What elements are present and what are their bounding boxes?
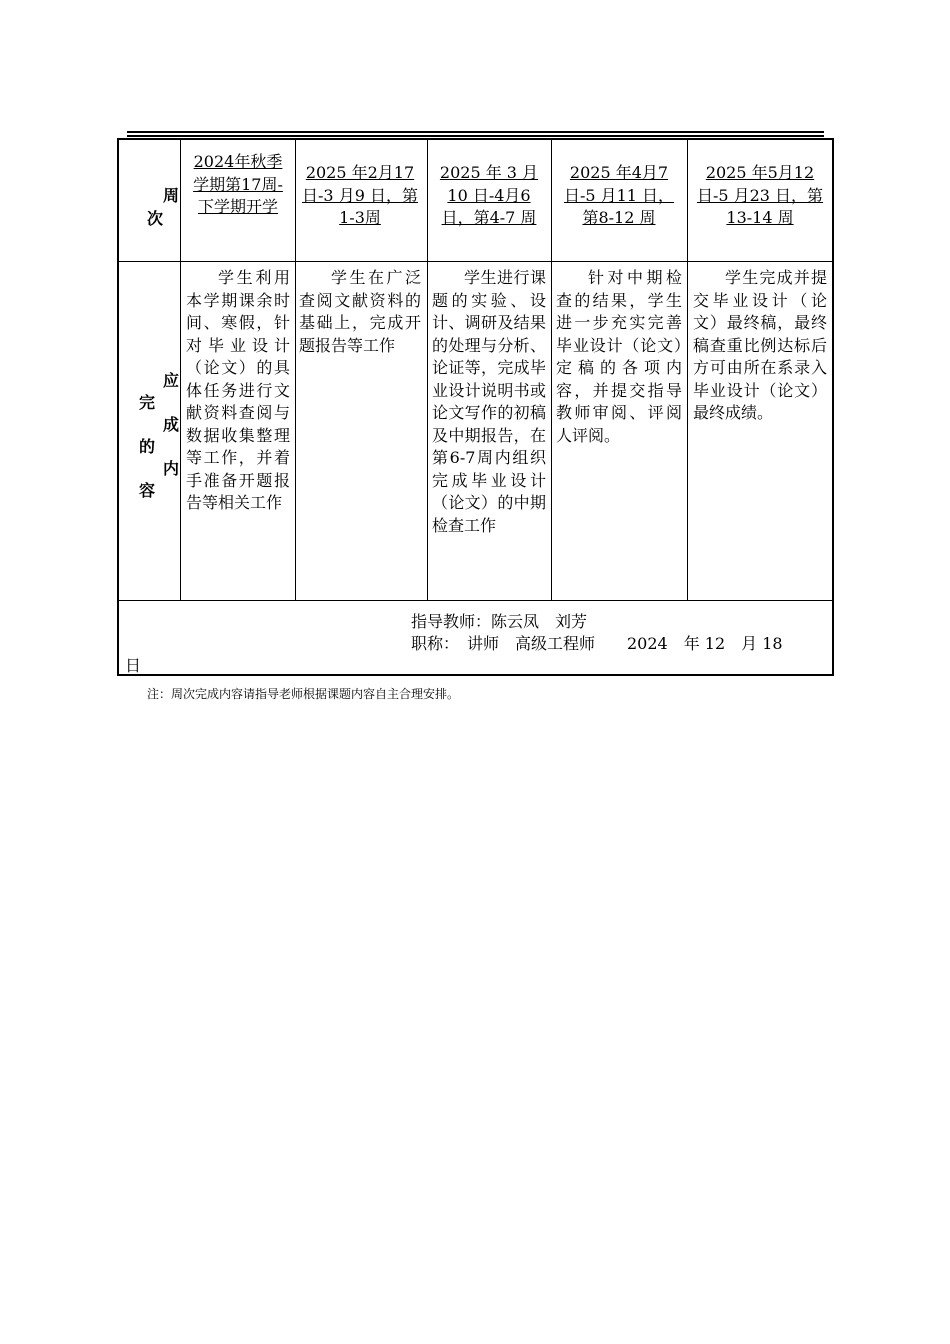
footnote: 注：周次完成内容请指导老师根据课题内容自主合理安排。	[147, 687, 460, 701]
content-cell: 学生完成并提交毕业设计（论文）最终稿，最终稿查重比例达标后方可由所在系录入毕业设计（论文）最终成绩。	[693, 268, 827, 422]
content-label-char: 内	[163, 459, 180, 478]
period-cell: 2025 年2月17 日-3 月9 日，第1-3周	[302, 163, 418, 227]
content-cell: 学生在广泛查阅文献资料的基础上，完成开题报告等工作	[299, 268, 421, 355]
title-date-line: 职称： 讲师 高级工程师 2024 年 12 月 18	[411, 634, 783, 653]
content-cell: 学生进行课题的实验、设计、调研及结果的处理与分析、论证等，完成毕业设计说明书或论文写作的初稿及中期报告，在第6-7周内组织完成毕业设计（论文）的中期检查工作	[432, 268, 546, 535]
period-cell: 2024年秋季学期第17周-下学期开学	[193, 152, 283, 216]
grid-line	[551, 140, 552, 601]
grid-line	[180, 140, 181, 601]
grid-line	[687, 140, 688, 601]
advisor-line: 指导教师：陈云凤 刘芳	[411, 612, 588, 631]
content-label-char: 容	[139, 481, 156, 500]
content-label-char: 的	[139, 437, 156, 456]
content-label-char: 应	[163, 371, 180, 390]
date-day: 日	[125, 656, 142, 675]
week-label-char: 周	[163, 186, 180, 205]
top-rule	[127, 131, 824, 133]
grid-line	[119, 600, 832, 601]
content-label-char: 完	[139, 393, 156, 412]
content-cell: 学生利用本学期课余时间、寒假，针对毕业设计（论文）的具体任务进行文献资料查阅与数据收集整理等工作，并着手准备开题报告等相关工作	[186, 268, 290, 512]
period-cell: 2025 年4月7 日-5 月11 日，第8-12 周	[563, 163, 675, 227]
grid-line	[427, 140, 428, 601]
period-cell: 2025 年5月12 日-5 月23 日，第13-14 周	[696, 163, 824, 227]
grid-line	[119, 261, 832, 262]
week-label-char: 次	[147, 209, 164, 228]
content-label-char: 成	[163, 415, 180, 434]
grid-line	[295, 140, 296, 601]
top-rule-second	[127, 135, 824, 137]
schedule-table	[117, 138, 834, 676]
content-cell: 针对中期检查的结果，学生进一步充实完善毕业设计（论文）定稿的各项内容，并提交指导教师审阅、评阅人评阅。	[556, 268, 682, 445]
period-cell: 2025 年 3 月10 日-4月6 日，第4-7 周	[439, 163, 539, 227]
